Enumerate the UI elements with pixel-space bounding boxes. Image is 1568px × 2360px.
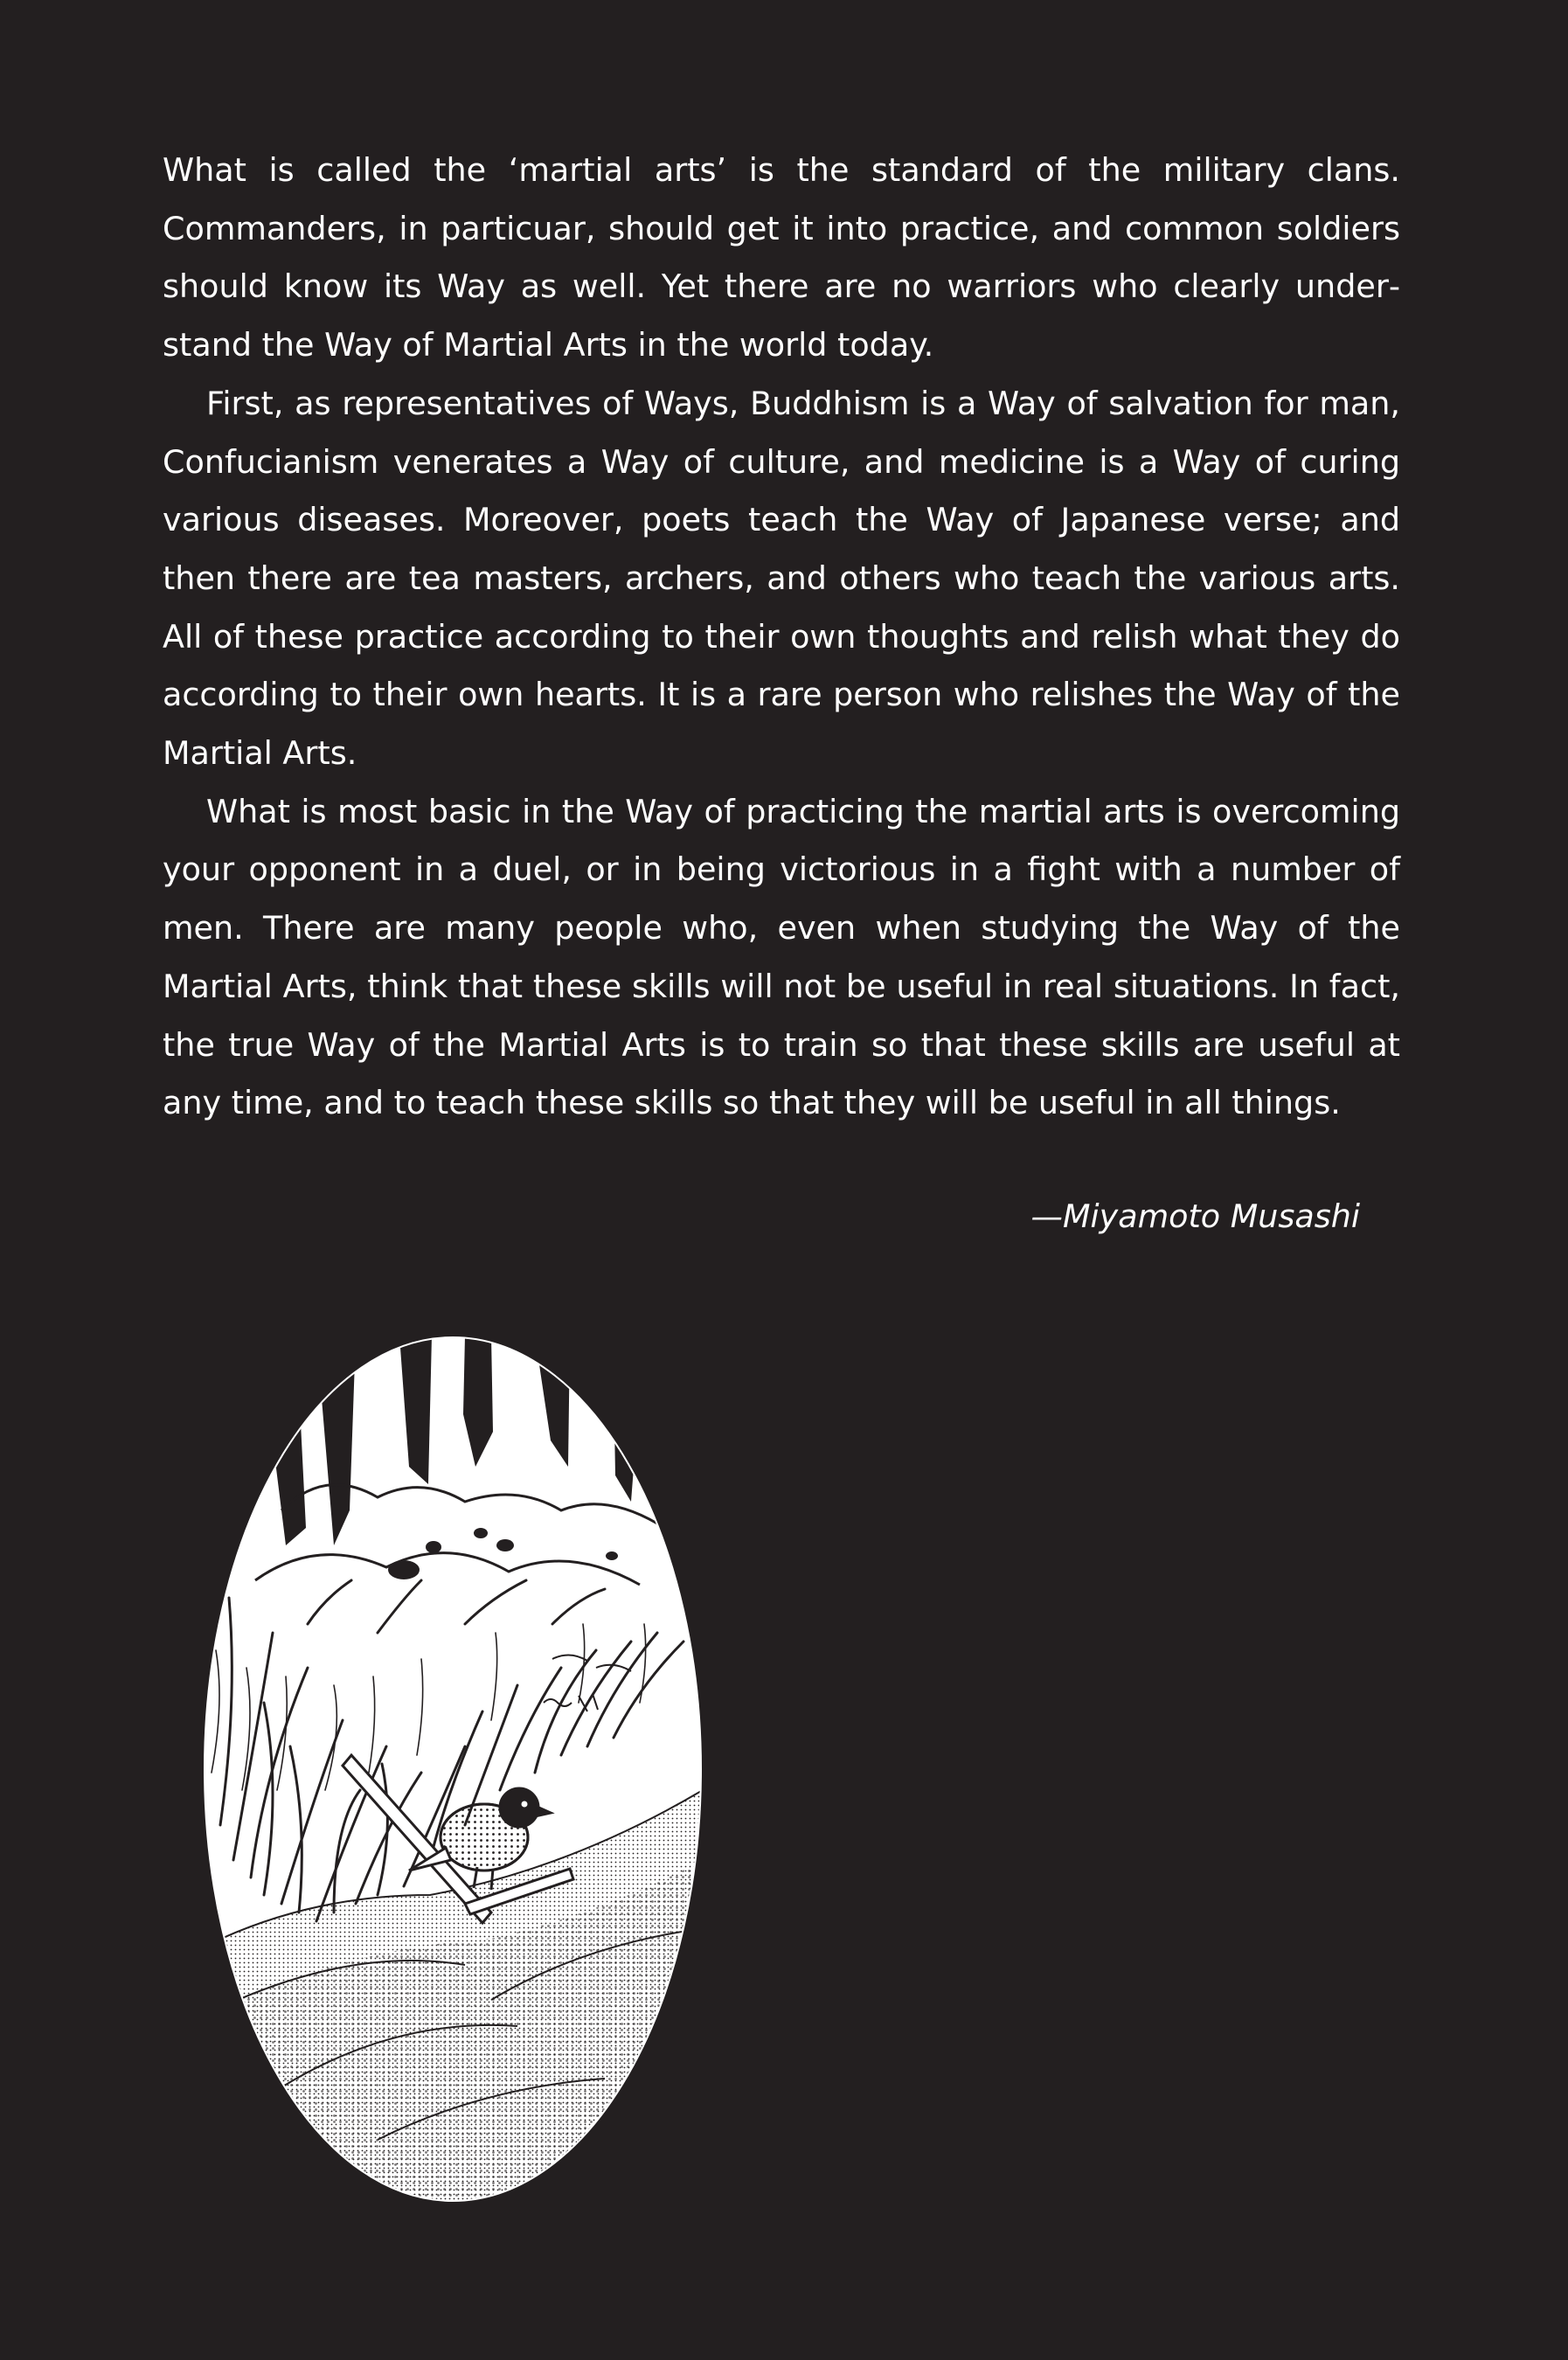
bird-in-grass-illustration	[203, 1336, 703, 2203]
paragraph-1: What is called the ‘martial arts’ is the standard of the military clans. Commanders, in particuar, should get it into practice, and common soldiers should know its Way as well. Yet there are no warriors who clearly understand the Way of Martial Arts in the world today.	[163, 151, 1400, 364]
oval-illustration	[203, 1336, 703, 2203]
passage-text	[163, 142, 1400, 1133]
paragraph-3: What is most basic in the Way of practicing the martial arts is overcoming your opponent in a duel, or in being victorious in a fight with a number of men. There are many people who, even when studying the Way of the Martial Arts, think that these skills will not be useful in real situations. In fact, the true Way of the Martial Arts is to train so that these skills are useful at any time, and to teach these skills so that they will be useful in all things.	[163, 792, 1400, 1122]
paragraph-2: First, as representatives of Ways, Buddhism is a Way of salvation for man, Confucianism venerates a Way of culture, and medicine is a Way of curing various diseases. Moreover, poets teach the Way of Japanese verse; and then there are tea masters, archers, and others who teach the various arts. All of these practice according to their own thoughts and relish what they do according to their own hearts. It is a rare person who relishes the Way of the Martial Arts.	[163, 384, 1400, 773]
attribution: —Miyamoto Musashi	[1030, 1197, 1360, 1235]
